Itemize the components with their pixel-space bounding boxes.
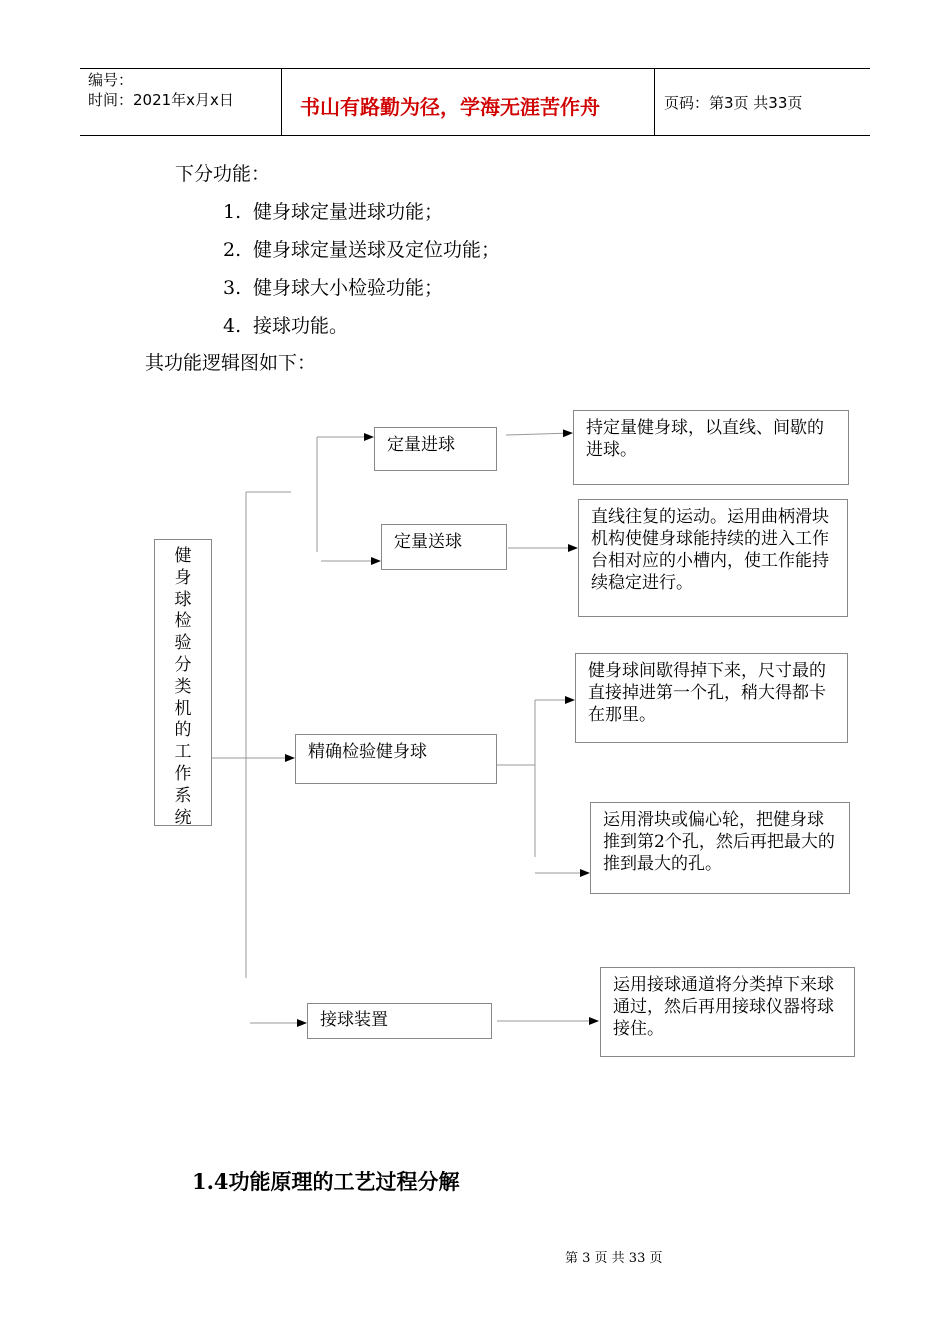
desc-inspection-drop: 健身球间歇得掉下来，尺寸最的直接掉进第一个孔，稍大得都卡在那里。	[575, 653, 848, 743]
desc-intake: 持定量健身球，以直线、间歇的进球。	[573, 410, 849, 485]
page-footer: 第 3 页 共 33 页	[565, 1251, 663, 1266]
list-item: 1. 健身球定量进球功能；	[223, 201, 444, 223]
node-ball-catcher: 接球装置	[307, 1003, 492, 1039]
node-quantitative-delivery: 定量送球	[381, 524, 507, 570]
desc-inspection-push: 运用滑块或偏心轮，把健身球推到第2个孔，然后再把最大的推到最大的孔。	[590, 802, 850, 894]
desc-delivery: 直线往复的运动。运用曲柄滑块机构使健身球能持续的进入工作台相对应的小槽内，使工作能持续稳定进行。	[578, 499, 848, 617]
list-item: 4. 接球功能。	[223, 315, 349, 337]
node-quantitative-intake: 定量进球	[374, 427, 497, 471]
list-item: 2. 健身球定量送球及定位功能；	[223, 239, 501, 261]
list-item: 3. 健身球大小检验功能；	[223, 277, 444, 299]
header-motto: 书山有路勤为径，学海无涯苦作舟	[300, 95, 600, 119]
desc-catching: 运用接球通道将分类掉下来球通过，然后再用接球仪器将球接住。	[600, 967, 855, 1057]
header-date-label: 时间：2021年x月x日	[88, 91, 234, 109]
header-number-label: 编号：	[88, 71, 134, 89]
diagram-caption: 其功能逻辑图如下：	[145, 352, 317, 374]
header-page-info: 页码：第3页 共33页	[664, 94, 803, 112]
root-system-box: 健 身 球 检 验 分 类 机 的 工 作 系 统	[154, 539, 212, 826]
intro-text: 下分功能：	[175, 163, 271, 185]
section-title: 1.4功能原理的工艺过程分解	[192, 1169, 460, 1194]
node-precise-inspection: 精确检验健身球	[295, 734, 497, 784]
